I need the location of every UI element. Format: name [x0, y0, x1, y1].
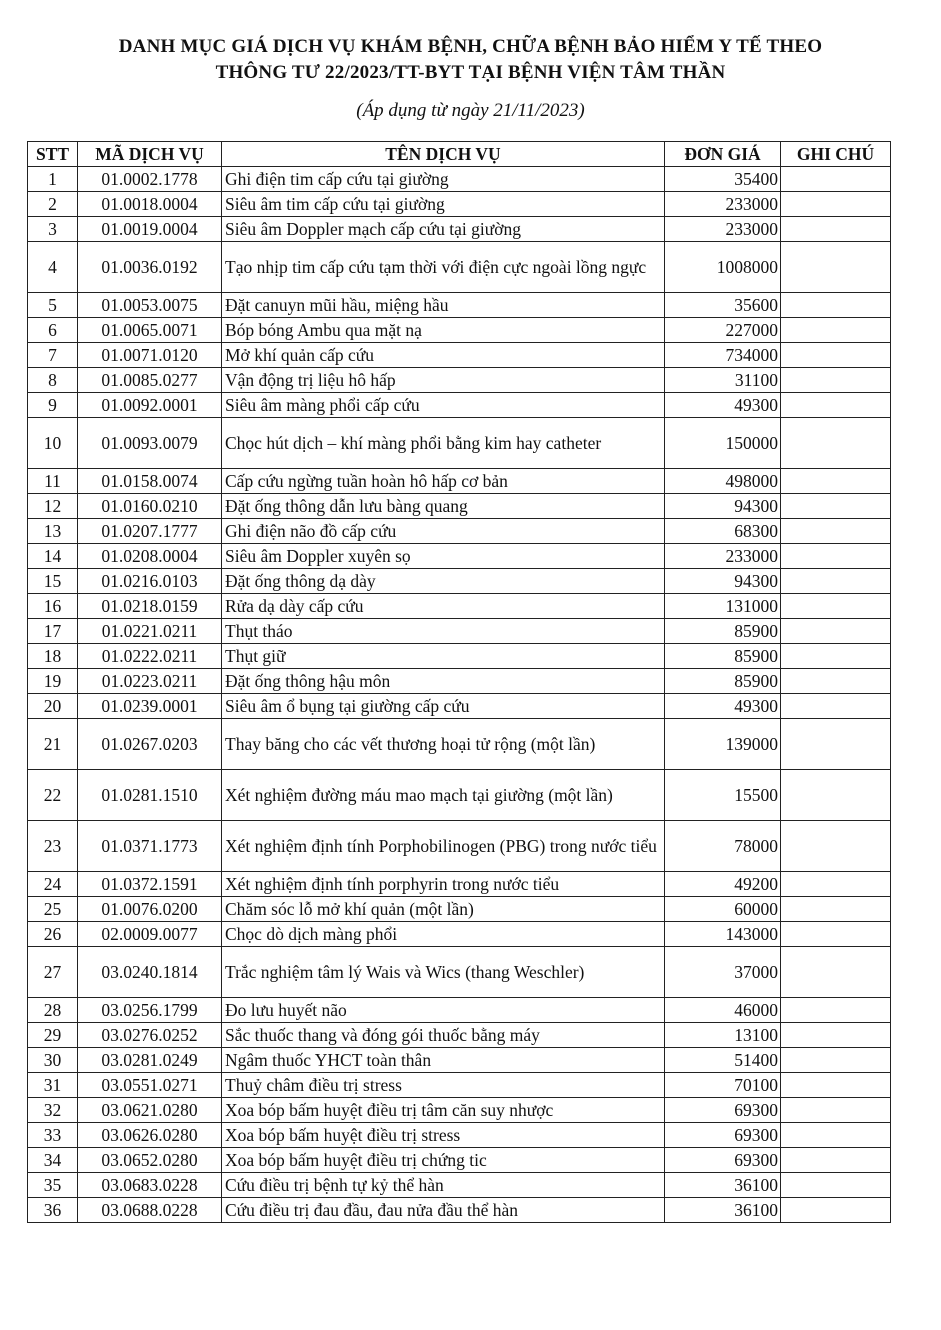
- cell-note: [781, 922, 891, 947]
- cell-note: [781, 393, 891, 418]
- cell-unit-price: 49300: [665, 694, 781, 719]
- cell-unit-price: 233000: [665, 544, 781, 569]
- cell-service-name: Đặt canuyn mũi hầu, miệng hầu: [222, 293, 665, 318]
- cell-unit-price: 35400: [665, 167, 781, 192]
- cell-note: [781, 368, 891, 393]
- cell-service-code: 01.0160.0210: [78, 494, 222, 519]
- table-row: [28, 192, 891, 217]
- cell-note: [781, 569, 891, 594]
- table-row: [28, 167, 891, 192]
- cell-stt: 17: [28, 619, 78, 644]
- cell-note: [781, 619, 891, 644]
- cell-unit-price: 36100: [665, 1173, 781, 1198]
- cell-stt: 34: [28, 1148, 78, 1173]
- table-row: [28, 569, 891, 594]
- cell-service-code: 01.0093.0079: [78, 418, 222, 469]
- cell-note: [781, 644, 891, 669]
- cell-stt: 19: [28, 669, 78, 694]
- cell-service-name: Bóp bóng Ambu qua mặt nạ: [222, 318, 665, 343]
- cell-note: [781, 418, 891, 469]
- table-row: [28, 1198, 891, 1223]
- cell-service-code: 01.0207.1777: [78, 519, 222, 544]
- cell-service-name: Cấp cứu ngừng tuần hoàn hô hấp cơ bản: [222, 469, 665, 494]
- header-price: ĐƠN GIÁ: [665, 142, 781, 167]
- cell-service-name: Siêu âm màng phổi cấp cứu: [222, 393, 665, 418]
- table-row: [28, 1148, 891, 1173]
- cell-note: [781, 694, 891, 719]
- cell-unit-price: 69300: [665, 1098, 781, 1123]
- table-row: [28, 1048, 891, 1073]
- cell-service-code: 03.0626.0280: [78, 1123, 222, 1148]
- cell-unit-price: 150000: [665, 418, 781, 469]
- cell-note: [781, 544, 891, 569]
- cell-service-name: Siêu âm ổ bụng tại giường cấp cứu: [222, 694, 665, 719]
- cell-service-code: 01.0372.1591: [78, 872, 222, 897]
- cell-note: [781, 1173, 891, 1198]
- table-row: [28, 719, 891, 770]
- table-row: [28, 318, 891, 343]
- cell-note: [781, 998, 891, 1023]
- cell-stt: 8: [28, 368, 78, 393]
- header-code: MÃ DỊCH VỤ: [78, 142, 222, 167]
- cell-service-code: 03.0551.0271: [78, 1073, 222, 1098]
- cell-service-name: Thuỷ châm điều trị stress: [222, 1073, 665, 1098]
- cell-unit-price: 131000: [665, 594, 781, 619]
- cell-service-name: Trắc nghiệm tâm lý Wais và Wics (thang Weschler): [222, 947, 665, 998]
- cell-service-name: Mở khí quản cấp cứu: [222, 343, 665, 368]
- cell-note: [781, 1048, 891, 1073]
- cell-stt: 6: [28, 318, 78, 343]
- cell-note: [781, 1098, 891, 1123]
- cell-unit-price: 60000: [665, 897, 781, 922]
- cell-service-code: 03.0621.0280: [78, 1098, 222, 1123]
- cell-service-name: Xoa bóp bấm huyệt điều trị tâm căn suy nhược: [222, 1098, 665, 1123]
- cell-unit-price: 69300: [665, 1148, 781, 1173]
- cell-unit-price: 498000: [665, 469, 781, 494]
- cell-unit-price: 139000: [665, 719, 781, 770]
- table-row: [28, 418, 891, 469]
- cell-unit-price: 78000: [665, 821, 781, 872]
- document-title-line-1: DANH MỤC GIÁ DỊCH VỤ KHÁM BỆNH, CHỮA BỆNH BẢO HIỂM Y TẾ THEO: [118, 36, 823, 57]
- table-row: [28, 1123, 891, 1148]
- table-row: [28, 947, 891, 998]
- cell-service-name: Xoa bóp bấm huyệt điều trị stress: [222, 1123, 665, 1148]
- cell-note: [781, 192, 891, 217]
- cell-note: [781, 897, 891, 922]
- cell-service-name: Ngâm thuốc YHCT toàn thân: [222, 1048, 665, 1073]
- cell-service-name: Siêu âm Doppler xuyên sọ: [222, 544, 665, 569]
- cell-unit-price: 69300: [665, 1123, 781, 1148]
- document-subtitle: (Áp dụng từ ngày 21/11/2023): [356, 100, 585, 121]
- cell-stt: 10: [28, 418, 78, 469]
- cell-unit-price: 233000: [665, 192, 781, 217]
- cell-service-code: 01.0053.0075: [78, 293, 222, 318]
- cell-stt: 33: [28, 1123, 78, 1148]
- cell-service-name: Ghi điện tim cấp cứu tại giường: [222, 167, 665, 192]
- table-row: [28, 821, 891, 872]
- cell-note: [781, 1148, 891, 1173]
- cell-stt: 18: [28, 644, 78, 669]
- cell-service-code: 01.0019.0004: [78, 217, 222, 242]
- cell-note: [781, 242, 891, 293]
- cell-unit-price: 94300: [665, 494, 781, 519]
- cell-unit-price: 734000: [665, 343, 781, 368]
- table-header-row: [28, 142, 891, 167]
- cell-stt: 14: [28, 544, 78, 569]
- cell-unit-price: 233000: [665, 217, 781, 242]
- cell-unit-price: 143000: [665, 922, 781, 947]
- cell-note: [781, 318, 891, 343]
- cell-unit-price: 15500: [665, 770, 781, 821]
- cell-service-name: Chăm sóc lỗ mở khí quản (một lần): [222, 897, 665, 922]
- cell-stt: 27: [28, 947, 78, 998]
- cell-stt: 30: [28, 1048, 78, 1073]
- cell-service-code: 01.0221.0211: [78, 619, 222, 644]
- table-row: [28, 1098, 891, 1123]
- cell-note: [781, 1123, 891, 1148]
- table-row: [28, 393, 891, 418]
- cell-service-name: Cứu điều trị đau đầu, đau nửa đầu thể hàn: [222, 1198, 665, 1223]
- cell-stt: 25: [28, 897, 78, 922]
- cell-service-code: 01.0065.0071: [78, 318, 222, 343]
- cell-service-code: 03.0240.1814: [78, 947, 222, 998]
- cell-service-code: 01.0267.0203: [78, 719, 222, 770]
- cell-stt: 35: [28, 1173, 78, 1198]
- cell-note: [781, 770, 891, 821]
- table-body: [28, 167, 891, 1223]
- cell-stt: 20: [28, 694, 78, 719]
- cell-service-code: 01.0036.0192: [78, 242, 222, 293]
- header-name: TÊN DỊCH VỤ: [222, 142, 665, 167]
- document-title-line-2: THÔNG TƯ 22/2023/TT-BYT TẠI BỆNH VIỆN TÂM THẦN: [215, 62, 726, 83]
- cell-unit-price: 85900: [665, 619, 781, 644]
- cell-stt: 11: [28, 469, 78, 494]
- price-table: [27, 141, 891, 1223]
- cell-stt: 9: [28, 393, 78, 418]
- cell-service-code: 01.0071.0120: [78, 343, 222, 368]
- table-row: [28, 922, 891, 947]
- cell-unit-price: 36100: [665, 1198, 781, 1223]
- cell-note: [781, 469, 891, 494]
- cell-service-name: Thụt giữ: [222, 644, 665, 669]
- cell-stt: 28: [28, 998, 78, 1023]
- cell-service-code: 03.0256.1799: [78, 998, 222, 1023]
- cell-unit-price: 13100: [665, 1023, 781, 1048]
- cell-service-code: 01.0371.1773: [78, 821, 222, 872]
- cell-service-name: Xét nghiệm đường máu mao mạch tại giường (một lần): [222, 770, 665, 821]
- cell-service-name: Đặt ống thông hậu môn: [222, 669, 665, 694]
- cell-service-name: Thụt tháo: [222, 619, 665, 644]
- cell-note: [781, 947, 891, 998]
- cell-service-code: 01.0222.0211: [78, 644, 222, 669]
- cell-stt: 36: [28, 1198, 78, 1223]
- cell-service-name: Đặt ống thông dẫn lưu bàng quang: [222, 494, 665, 519]
- table-row: [28, 770, 891, 821]
- cell-stt: 31: [28, 1073, 78, 1098]
- cell-stt: 21: [28, 719, 78, 770]
- cell-stt: 22: [28, 770, 78, 821]
- cell-unit-price: 85900: [665, 644, 781, 669]
- table-row: [28, 242, 891, 293]
- cell-stt: 13: [28, 519, 78, 544]
- cell-service-name: Siêu âm tim cấp cứu tại giường: [222, 192, 665, 217]
- table-row: [28, 1173, 891, 1198]
- table-row: [28, 669, 891, 694]
- cell-stt: 15: [28, 569, 78, 594]
- cell-note: [781, 594, 891, 619]
- cell-service-code: 01.0158.0074: [78, 469, 222, 494]
- cell-service-code: 03.0281.0249: [78, 1048, 222, 1073]
- table-row: [28, 872, 891, 897]
- cell-note: [781, 1198, 891, 1223]
- table-row: [28, 217, 891, 242]
- cell-stt: 16: [28, 594, 78, 619]
- cell-note: [781, 343, 891, 368]
- cell-service-code: 02.0009.0077: [78, 922, 222, 947]
- cell-note: [781, 217, 891, 242]
- cell-service-name: Rửa dạ dày cấp cứu: [222, 594, 665, 619]
- cell-unit-price: 70100: [665, 1073, 781, 1098]
- cell-service-name: Thay băng cho các vết thương hoại tử rộng (một lần): [222, 719, 665, 770]
- table-row: [28, 644, 891, 669]
- cell-stt: 5: [28, 293, 78, 318]
- cell-unit-price: 37000: [665, 947, 781, 998]
- table-row: [28, 368, 891, 393]
- cell-note: [781, 719, 891, 770]
- cell-service-code: 01.0281.1510: [78, 770, 222, 821]
- cell-unit-price: 227000: [665, 318, 781, 343]
- table-row: [28, 469, 891, 494]
- table-row: [28, 343, 891, 368]
- cell-stt: 12: [28, 494, 78, 519]
- cell-service-name: Chọc hút dịch – khí màng phổi bằng kim hay catheter: [222, 418, 665, 469]
- cell-service-name: Siêu âm Doppler mạch cấp cứu tại giường: [222, 217, 665, 242]
- cell-service-name: Chọc dò dịch màng phổi: [222, 922, 665, 947]
- cell-unit-price: 46000: [665, 998, 781, 1023]
- cell-note: [781, 872, 891, 897]
- cell-service-code: 01.0218.0159: [78, 594, 222, 619]
- cell-note: [781, 1073, 891, 1098]
- cell-unit-price: 31100: [665, 368, 781, 393]
- cell-service-name: Xét nghiệm định tính porphyrin trong nước tiểu: [222, 872, 665, 897]
- cell-note: [781, 293, 891, 318]
- table-row: [28, 619, 891, 644]
- cell-service-code: 01.0085.0277: [78, 368, 222, 393]
- cell-service-name: Xét nghiệm định tính Porphobilinogen (PBG) trong nước tiểu: [222, 821, 665, 872]
- cell-stt: 23: [28, 821, 78, 872]
- cell-service-code: 03.0652.0280: [78, 1148, 222, 1173]
- cell-unit-price: 85900: [665, 669, 781, 694]
- cell-unit-price: 68300: [665, 519, 781, 544]
- cell-service-code: 01.0076.0200: [78, 897, 222, 922]
- cell-service-name: Sắc thuốc thang và đóng gói thuốc bằng máy: [222, 1023, 665, 1048]
- cell-unit-price: 94300: [665, 569, 781, 594]
- table-row: [28, 293, 891, 318]
- cell-service-code: 01.0239.0001: [78, 694, 222, 719]
- table-row: [28, 998, 891, 1023]
- cell-service-name: Ghi điện não đồ cấp cứu: [222, 519, 665, 544]
- cell-service-code: 03.0688.0228: [78, 1198, 222, 1223]
- cell-unit-price: 49200: [665, 872, 781, 897]
- table-row: [28, 594, 891, 619]
- cell-stt: 24: [28, 872, 78, 897]
- cell-service-name: Đặt ống thông dạ dày: [222, 569, 665, 594]
- cell-service-code: 01.0223.0211: [78, 669, 222, 694]
- cell-stt: 3: [28, 217, 78, 242]
- header-note: GHI CHÚ: [781, 142, 891, 167]
- table-row: [28, 1023, 891, 1048]
- cell-service-code: 03.0683.0228: [78, 1173, 222, 1198]
- table-row: [28, 494, 891, 519]
- cell-service-code: 01.0208.0004: [78, 544, 222, 569]
- table-row: [28, 897, 891, 922]
- cell-unit-price: 35600: [665, 293, 781, 318]
- cell-service-name: Tạo nhịp tim cấp cứu tạm thời với điện cực ngoài lồng ngực: [222, 242, 665, 293]
- table-row: [28, 519, 891, 544]
- cell-unit-price: 49300: [665, 393, 781, 418]
- cell-note: [781, 494, 891, 519]
- cell-service-code: 01.0092.0001: [78, 393, 222, 418]
- cell-unit-price: 51400: [665, 1048, 781, 1073]
- cell-stt: 2: [28, 192, 78, 217]
- cell-stt: 32: [28, 1098, 78, 1123]
- cell-stt: 4: [28, 242, 78, 293]
- cell-service-name: Vận động trị liệu hô hấp: [222, 368, 665, 393]
- cell-note: [781, 1023, 891, 1048]
- cell-service-code: 01.0216.0103: [78, 569, 222, 594]
- cell-service-code: 01.0018.0004: [78, 192, 222, 217]
- table-row: [28, 1073, 891, 1098]
- cell-note: [781, 167, 891, 192]
- cell-service-code: 01.0002.1778: [78, 167, 222, 192]
- cell-stt: 7: [28, 343, 78, 368]
- cell-note: [781, 821, 891, 872]
- cell-note: [781, 519, 891, 544]
- cell-service-code: 03.0276.0252: [78, 1023, 222, 1048]
- header-stt: STT: [28, 142, 78, 167]
- cell-service-name: Cứu điều trị bệnh tự kỷ thể hàn: [222, 1173, 665, 1198]
- table-row: [28, 694, 891, 719]
- cell-service-name: Xoa bóp bấm huyệt điều trị chứng tic: [222, 1148, 665, 1173]
- cell-service-name: Đo lưu huyết não: [222, 998, 665, 1023]
- cell-unit-price: 1008000: [665, 242, 781, 293]
- cell-stt: 29: [28, 1023, 78, 1048]
- cell-stt: 26: [28, 922, 78, 947]
- cell-stt: 1: [28, 167, 78, 192]
- cell-note: [781, 669, 891, 694]
- table-row: [28, 544, 891, 569]
